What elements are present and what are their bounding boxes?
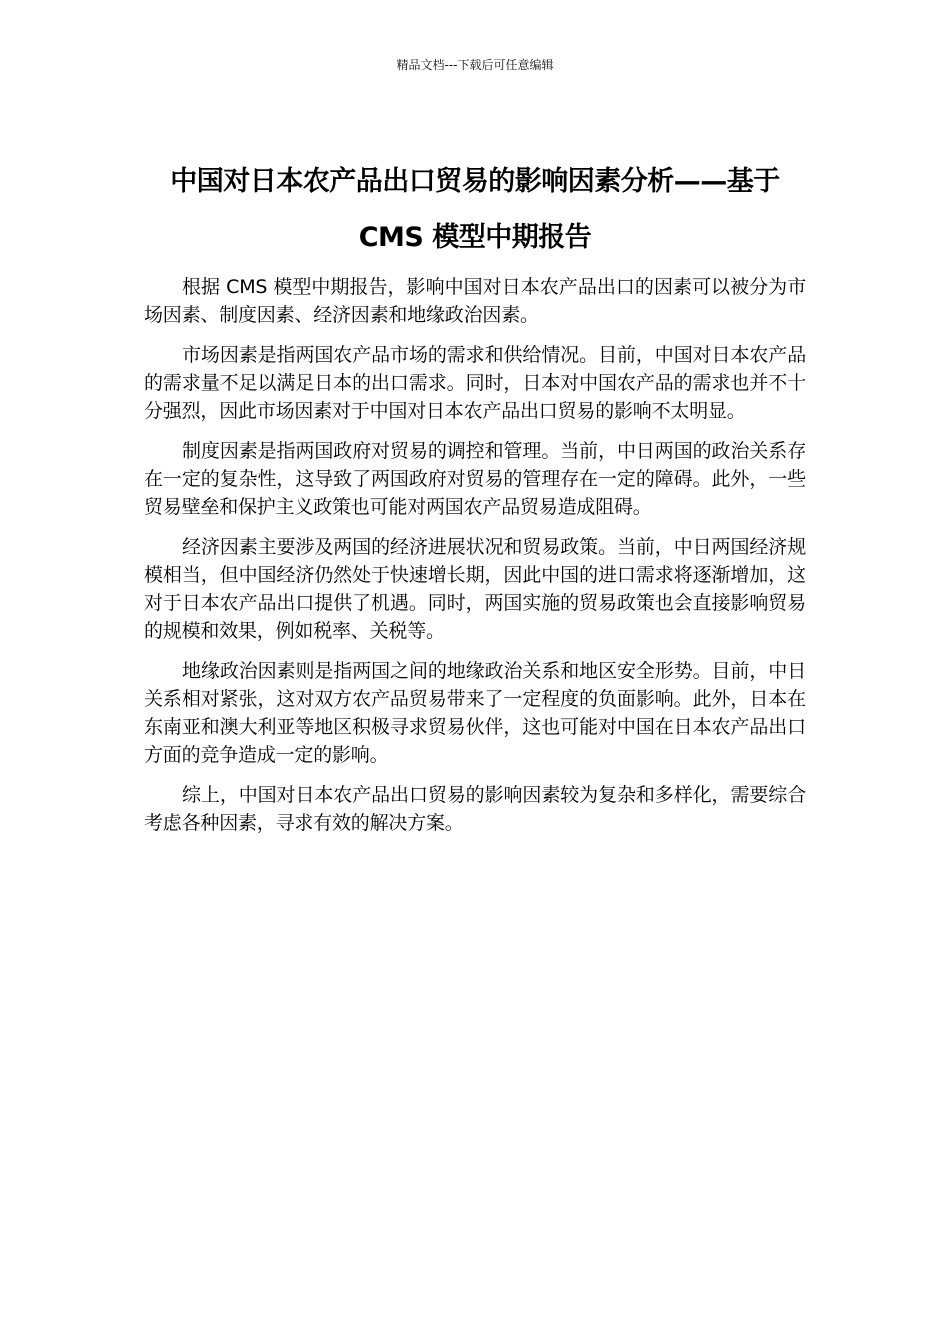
document-body xyxy=(144,273,806,849)
document-title: 中国对日本农产品出口贸易的影响因素分析——基于CMS 模型中期报告 xyxy=(170,166,780,254)
paragraph-conclusion: 综上，中国对日本农产品出口贸易的影响因素较为复杂和多样化，需要综合考虑各种因素，寻求有效的解决方案。 xyxy=(144,784,806,834)
page-header: 精品文档---下载后可任意编辑 xyxy=(396,58,554,72)
paragraph-intro: 根据 CMS 模型中期报告，影响中国对日本农产品出口的因素可以被分为市场因素、制度因素、经济因素和地缘政治因素。 xyxy=(144,276,806,326)
paragraph-geopolitical-factors: 地缘政治因素则是指两国之间的地缘政治关系和地区安全形势。目前，中日关系相对紧张，这对双方农产品贸易带来了一定程度的负面影响。此外，日本在东南亚和澳大利亚等地区积极寻求贸易伙伴，这也可能对中国在日本农产品出口方面的竞争造成一定的影响。 xyxy=(144,660,806,766)
paragraph-institutional-factors: 制度因素是指两国政府对贸易的调控和管理。当前，中日两国的政治关系存在一定的复杂性，这导致了两国政府对贸易的管理存在一定的障碍。此外，一些贸易壁垒和保护主义政策也可能对两国农产品贸易造成阻碍。 xyxy=(144,440,806,518)
paragraph-economic-factors: 经济因素主要涉及两国的经济进展状况和贸易政策。当前，中日两国经济规模相当，但中国经济仍然处于快速增长期，因此中国的进口需求将逐渐增加，这对于日本农产品出口提供了机遇。同时，两国实施的贸易政策也会直接影响贸易的规模和效果，例如税率、关税等。 xyxy=(144,536,806,642)
paragraph-market-factors: 市场因素是指两国农产品市场的需求和供给情况。目前，中国对日本农产品的需求量不足以满足日本的出口需求。同时，日本对中国农产品的需求也并不十分强烈，因此市场因素对于中国对日本农产品出口贸易的影响不太明显。 xyxy=(144,344,806,422)
